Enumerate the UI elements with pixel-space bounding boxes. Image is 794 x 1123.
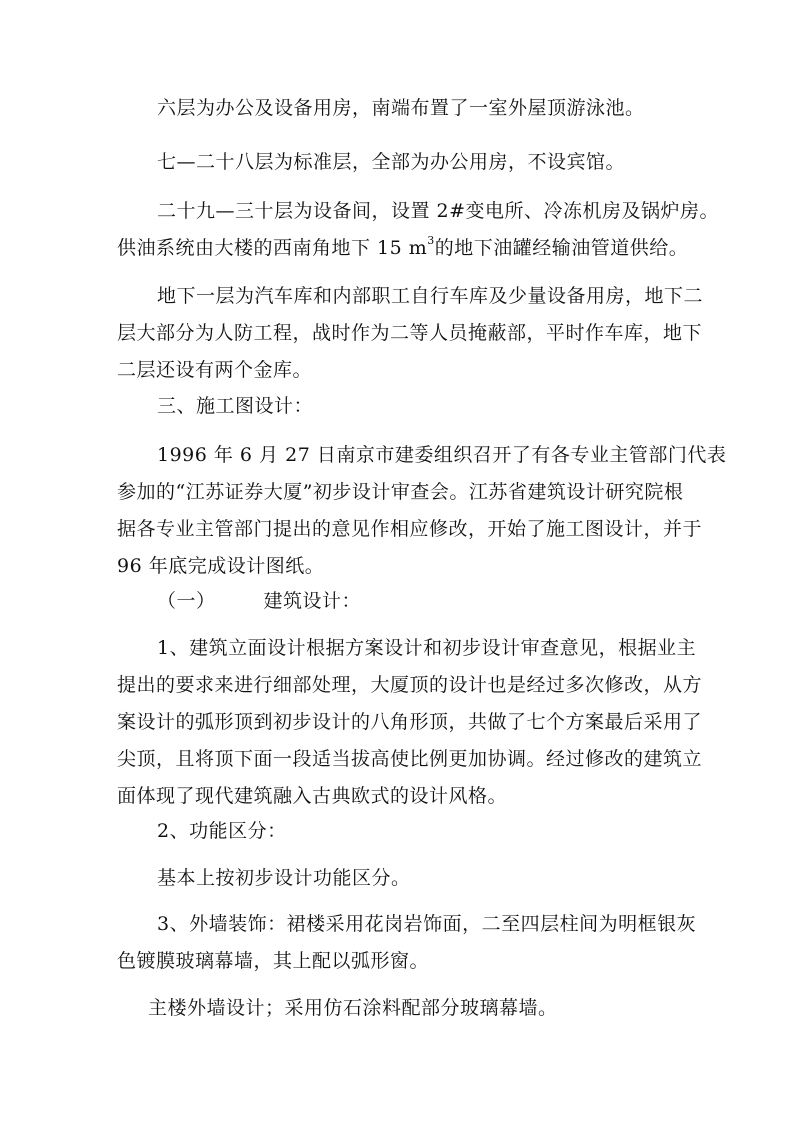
text-line: 1996 年 6 月 27 日南京市建委组织召开了有各专业主管部门代表: [157, 444, 727, 466]
text-line: 主楼外墙设计；采用仿石涂料配部分玻璃幕墙。: [148, 997, 558, 1019]
text-line: 七—二十八层为标准层，全部为办公用房，不设宾馆。: [157, 151, 626, 173]
paragraph-function-zoning: [117, 860, 677, 897]
paragraph-sixth-floor: [117, 90, 677, 127]
paragraph-basement: [117, 278, 704, 389]
text-line: 面体现了现代建筑融入古典欧式的设计风格。: [117, 785, 508, 807]
text-line: 色镀膜玻璃幕墙，其上配以弧形窗。: [117, 950, 430, 972]
text-segment: 的地下油罐经输油管道供给。: [434, 237, 689, 259]
subsection-heading-architecture: [117, 583, 677, 620]
text-line: 提出的要求来进行细部处理，大厦顶的设计也是经过多次修改，从方: [117, 674, 703, 696]
text-line: 尖顶，且将顶下面一段适当拔高使比例更加协调。经过修改的建筑立: [117, 748, 703, 770]
heading-function-zoning: [117, 813, 677, 850]
text-line: [117, 230, 689, 267]
paragraph-equipment-floors: [117, 193, 720, 267]
paragraph-facade-design: [117, 630, 703, 815]
text-line: 地下一层为汽车库和内部职工自行车库及少量设备用房，地下二: [157, 285, 704, 307]
text-line: 96 年底完成设计图纸。: [117, 555, 325, 577]
paragraph-review-meeting: [117, 437, 727, 585]
section-heading-construction-drawing: [117, 388, 677, 425]
subsection-number: （一）: [157, 590, 216, 612]
text-line: 3、外墙装饰：裙楼采用花岗岩饰面，二至四层柱间为明框银灰: [157, 913, 697, 935]
text-line: 层大部分为人防工程，战时作为二等人员掩蔽部，平时作车库，地下: [117, 322, 703, 344]
superscript: 3: [427, 233, 435, 247]
text-line: 据各专业主管部门提出的意见作相应修改，开始了施工图设计，并于: [117, 518, 703, 540]
text-line: 1、建筑立面设计根据方案设计和初步设计审查意见，根据业主: [157, 637, 697, 659]
paragraph-main-building-wall: [148, 990, 708, 1027]
text-line: 六层为办公及设备用房，南端布置了一室外屋顶游泳池。: [157, 97, 645, 119]
text-line: 2、功能区分：: [157, 820, 287, 842]
text-line: 二层还设有两个金库。: [117, 359, 313, 381]
paragraph-exterior-decoration: [117, 906, 697, 980]
text-line: 三、施工图设计：: [157, 395, 314, 417]
text-line: 基本上按初步设计功能区分。: [157, 867, 411, 889]
paragraph-standard-floors: [117, 144, 677, 181]
text-line: 参加的“江苏证券大厦”初步设计审查会。江苏省建筑设计研究院根: [117, 481, 684, 503]
text-segment: 供油系统由大楼的西南角地下 15 m: [117, 237, 428, 259]
text-line: 二十九—三十层为设备间，设置 2#变电所、冷冻机房及锅炉房。: [157, 200, 720, 222]
text-line: [117, 583, 677, 620]
subsection-title: 建筑设计：: [263, 590, 362, 612]
text-line: 案设计的弧形顶到初步设计的八角形顶，共做了七个方案最后采用了: [117, 711, 703, 733]
